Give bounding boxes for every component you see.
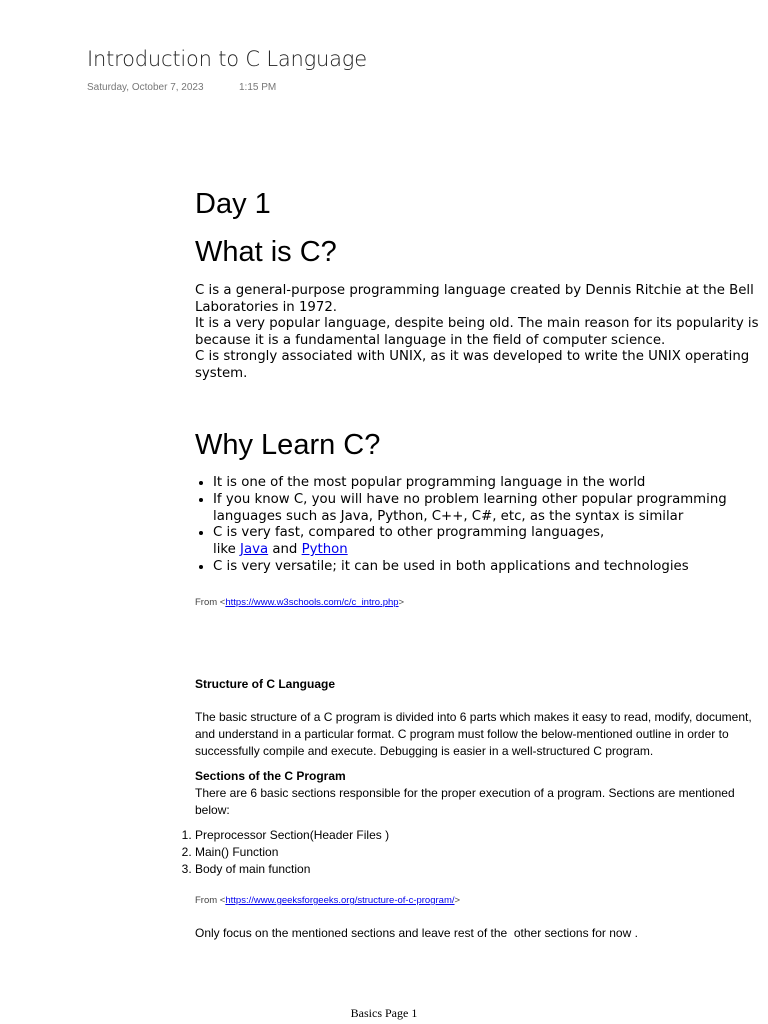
paragraph: C is strongly associated with UNIX, as it was developed to write the UNIX operating system.	[195, 349, 750, 381]
citation-prefix: From <	[195, 895, 226, 906]
list-item-text-and: and	[268, 542, 302, 558]
sections-intro: There are 6 basic sections responsible for the proper execution of a program. Sections are mentioned below:	[195, 786, 735, 817]
why-learn-c-list	[195, 475, 768, 576]
list-item-text: If you know C, you will have no problem learning other popular programming languages such as Java, Python, C++, C#, etc, as the syntax is similar	[213, 491, 727, 524]
note-time: 1:15 PM	[239, 82, 277, 93]
citation-suffix: >	[454, 895, 461, 906]
structure-paragraph: The basic structure of a C program is divided into 6 parts which makes it easy to read, modify, document, and understand in a particular format. C program must follow the below-mentioned outline in order to successfully compile and execute. Debugging is easier in a well-structured C program.	[195, 710, 752, 758]
closing-note: Only focus on the mentioned sections and leave rest of the other sections for now .	[195, 926, 638, 940]
list-item-text-cont: like	[213, 542, 241, 558]
citation-prefix: From <	[195, 597, 226, 608]
list-item	[213, 525, 768, 559]
structure-heading: Structure of C Language	[195, 677, 336, 691]
what-is-c-heading: What is C?	[195, 236, 337, 268]
paragraph: C is a general-purpose programming language created by Dennis Ritchie at the Bell Laboratories in 1972.	[195, 283, 754, 315]
citation-suffix: >	[398, 597, 405, 608]
list-item	[213, 492, 768, 526]
what-is-c-body	[195, 283, 763, 383]
list-item-text: C is very fast, compared to other programming languages,	[213, 525, 605, 541]
python-link[interactable]: Python	[301, 542, 348, 558]
note-date: Saturday, October 7, 2023	[87, 82, 204, 93]
paragraph: It is a very popular language, despite being old. The main reason for its popularity is because it is a fundamental language in the field of computer science.	[195, 316, 759, 348]
why-learn-c-heading: Why Learn C?	[195, 429, 381, 461]
list-item-text: C is very versatile; it can be used in both applications and technologies	[213, 558, 689, 574]
java-link[interactable]: Java	[240, 542, 269, 558]
list-item	[213, 559, 768, 576]
note-title[interactable]: Introduction to C Language	[87, 47, 367, 71]
sections-heading: Sections of the C Program	[195, 769, 346, 783]
w3schools-link[interactable]: https://www.w3schools.com/c/c_intro.php	[225, 597, 399, 608]
source-citation-w3schools	[195, 597, 404, 608]
geeksforgeeks-link[interactable]: https://www.geeksforgeeks.org/structure-of-c-program/	[225, 895, 455, 906]
list-item: 3. Body of main function	[195, 861, 389, 878]
list-item	[213, 475, 768, 492]
list-item-text: It is one of the most popular programming language in the world	[213, 475, 646, 490]
day-heading: Day 1	[195, 188, 271, 220]
source-citation-geeksforgeeks	[195, 895, 460, 906]
list-item: 2. Main() Function	[195, 844, 389, 861]
sections-list	[175, 827, 389, 878]
list-item: 1. Preprocessor Section(Header Files )	[195, 827, 389, 844]
page-footer: Basics Page 1	[350, 1006, 418, 1020]
